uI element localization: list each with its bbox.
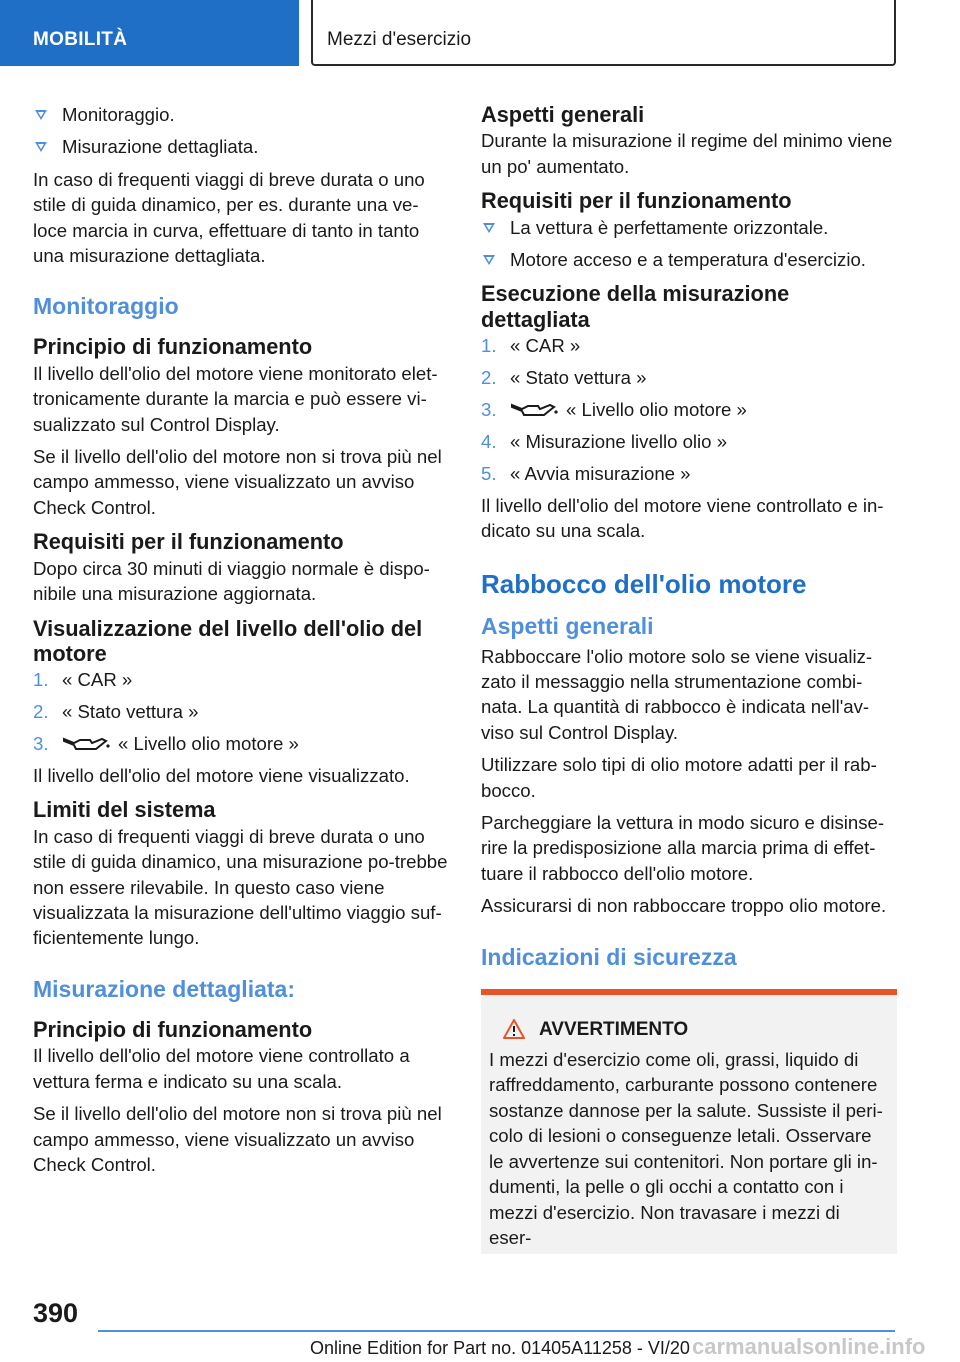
intro-paragraph: In caso di frequenti viaggi di breve durata o uno stile di guida dinamico, per es. durante una ve-loce marcia in curva, effettuare di tanto in tanto una misurazione dettagliata. bbox=[33, 168, 425, 267]
list-item: 4. « Misurazione livello olio » bbox=[481, 430, 728, 452]
list-item: 2. « Stato vettura » bbox=[33, 701, 199, 723]
list-item: 3. « Livello olio motore » bbox=[33, 733, 299, 755]
list-item: 5. « Avvia misurazione » bbox=[481, 462, 691, 484]
list-item: 1. « CAR » bbox=[33, 669, 133, 691]
refill-general-heading: Aspetti generali bbox=[481, 612, 654, 639]
list-item: Misurazione dettagliata. bbox=[33, 134, 449, 159]
oil-can-icon bbox=[510, 401, 558, 419]
warning-box bbox=[481, 989, 897, 1255]
bullet-list-top bbox=[33, 102, 449, 160]
left-column bbox=[33, 102, 449, 1184]
triangle-bullet-icon bbox=[483, 255, 495, 265]
list-item: Monitoraggio. bbox=[33, 102, 449, 127]
paragraph: Parcheggiare la vettura in modo sicuro e disinse-rire la predisposizione alla marcia prima di effet-tuare il rabbocco dell'olio motore. bbox=[481, 812, 885, 884]
triangle-bullet-icon bbox=[483, 223, 495, 233]
warning-title: AVVERTIMENTO bbox=[489, 1017, 887, 1042]
paragraph: Assicurarsi di non rabboccare troppo olio motore. bbox=[481, 895, 887, 917]
page-number: 390 bbox=[33, 1298, 79, 1328]
watermark: carmanualsonline.info bbox=[692, 1334, 926, 1359]
list-item: Motore acceso e a temperatura d'esercizio. bbox=[481, 247, 897, 272]
general-heading: Aspetti generali bbox=[481, 102, 645, 127]
list-item: La vettura è perfettamente orizzontale. bbox=[481, 215, 897, 240]
display-steps bbox=[33, 667, 449, 756]
paragraph: Il livello dell'olio del motore viene controllato a vettura ferma e indicato su una scala. bbox=[33, 1045, 410, 1092]
requirements-list bbox=[481, 215, 897, 273]
warning-triangle-icon bbox=[503, 1019, 525, 1039]
mon-principle-heading: Principio di funzionamento bbox=[33, 334, 313, 360]
detail-principle-heading: Principio di funzionamento bbox=[33, 1016, 313, 1042]
footer-rule bbox=[98, 1330, 895, 1332]
monitoring-heading: Monitoraggio bbox=[33, 293, 179, 320]
mon-requirements-heading: Requisiti per il funzionamento bbox=[33, 529, 344, 555]
footer-edition: Online Edition for Part no. 01405A11258 - VI/20 bbox=[310, 1338, 690, 1358]
paragraph: Utilizzare solo tipi di olio motore adatti per il rab-bocco. bbox=[481, 754, 877, 801]
detailed-measurement-heading: Misurazione dettagliata: bbox=[33, 975, 295, 1002]
list-item: 1. « CAR » bbox=[481, 335, 581, 357]
triangle-bullet-icon bbox=[35, 142, 47, 152]
execution-heading: Esecuzione della misurazione dettagliata bbox=[481, 281, 790, 332]
paragraph: Il livello dell'olio del motore viene visualizzato. bbox=[33, 765, 410, 787]
right-column bbox=[481, 102, 897, 1254]
paragraph: Il livello dell'olio del motore viene controllato e in-dicato su una scala. bbox=[481, 494, 884, 542]
paragraph: Se il livello dell'olio del motore non si trova più nel campo ammesso, viene visualizzato un avviso Check Control. bbox=[33, 1103, 442, 1175]
triangle-bullet-icon bbox=[35, 110, 47, 120]
warning-body: I mezzi d'esercizio come oli, grassi, liquido di raffreddamento, carburante possono contenere sostanze dannose per la salute. Sussiste il peri-colo di lesioni o conseguenze letali. Osservare le avvertenze sui contenitori. Non portare gli in-dumenti, la pelle o gli occhi a contatto con i mezzi d'esercizio. Non travasare i mezzi di eser- bbox=[489, 1049, 883, 1248]
paragraph: Durante la misurazione il regime del minimo viene un po' aumentato. bbox=[481, 130, 893, 177]
chapter-title: Mezzi d'esercizio bbox=[311, 0, 896, 66]
refill-heading: Rabbocco dell'olio motore bbox=[481, 568, 807, 599]
safety-heading: Indicazioni di sicurezza bbox=[481, 943, 737, 970]
list-item: 3. « Livello olio motore » bbox=[481, 399, 747, 421]
paragraph: Rabboccare l'olio motore solo se viene visualiz-zato il messaggio nella strumentazione combi-nata. La quantità di rabbocco è indicata nell'av-viso sul Control Display. bbox=[481, 645, 873, 743]
display-heading: Visualizzazione del livello dell'olio del motore bbox=[33, 615, 423, 666]
paragraph: Il livello dell'olio del motore viene monitorato elet-tronicamente durante la marcia e può essere vi-sualizzato sul Control Display. bbox=[33, 362, 438, 435]
paragraph: Se il livello dell'olio del motore non si trova più nel campo ammesso, viene visualizzato un avviso Check Control. bbox=[33, 446, 442, 518]
limits-heading: Limiti del sistema bbox=[33, 797, 216, 823]
paragraph: Dopo circa 30 minuti di viaggio normale è dispo-nibile una misurazione aggiornata. bbox=[33, 557, 430, 605]
oil-can-icon bbox=[62, 735, 110, 753]
section-tab: MOBILITÀ bbox=[0, 0, 299, 66]
list-item: 2. « Stato vettura » bbox=[481, 367, 647, 389]
paragraph: In caso di frequenti viaggi di breve durata o uno stile di guida dinamico, una misurazione po-trebbe non essere rilevabile. In questo caso viene visualizzata la misurazione dell'ultimo viaggio suf-ficientemente lungo. bbox=[33, 825, 448, 949]
execution-steps bbox=[481, 333, 897, 486]
requirements-heading: Requisiti per il funzionamento bbox=[481, 188, 792, 214]
